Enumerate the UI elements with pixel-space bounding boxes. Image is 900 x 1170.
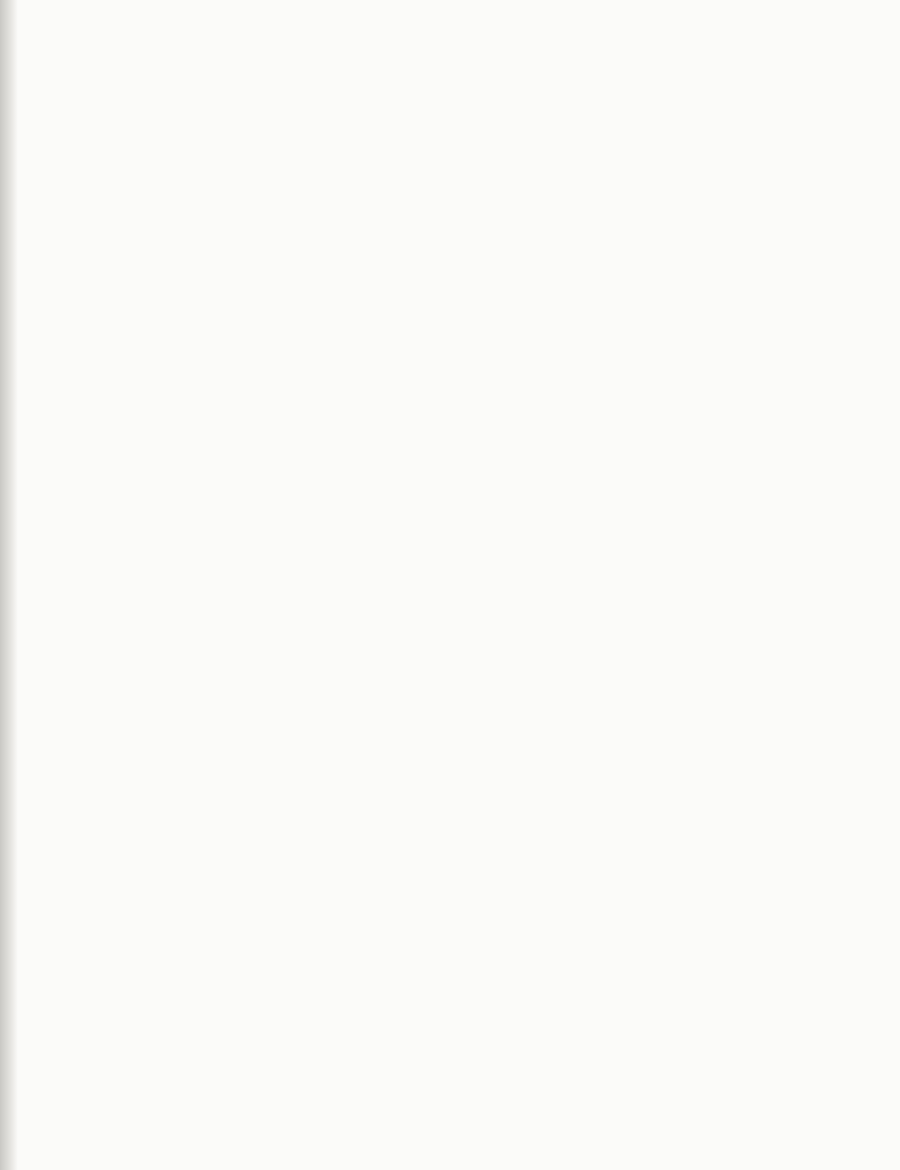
text-block-upper: [22, 290, 870, 680]
page-binding-shadow: [0, 0, 18, 1170]
show-through-text: [28, 60, 138, 300]
text-block-lower: [24, 700, 872, 1115]
